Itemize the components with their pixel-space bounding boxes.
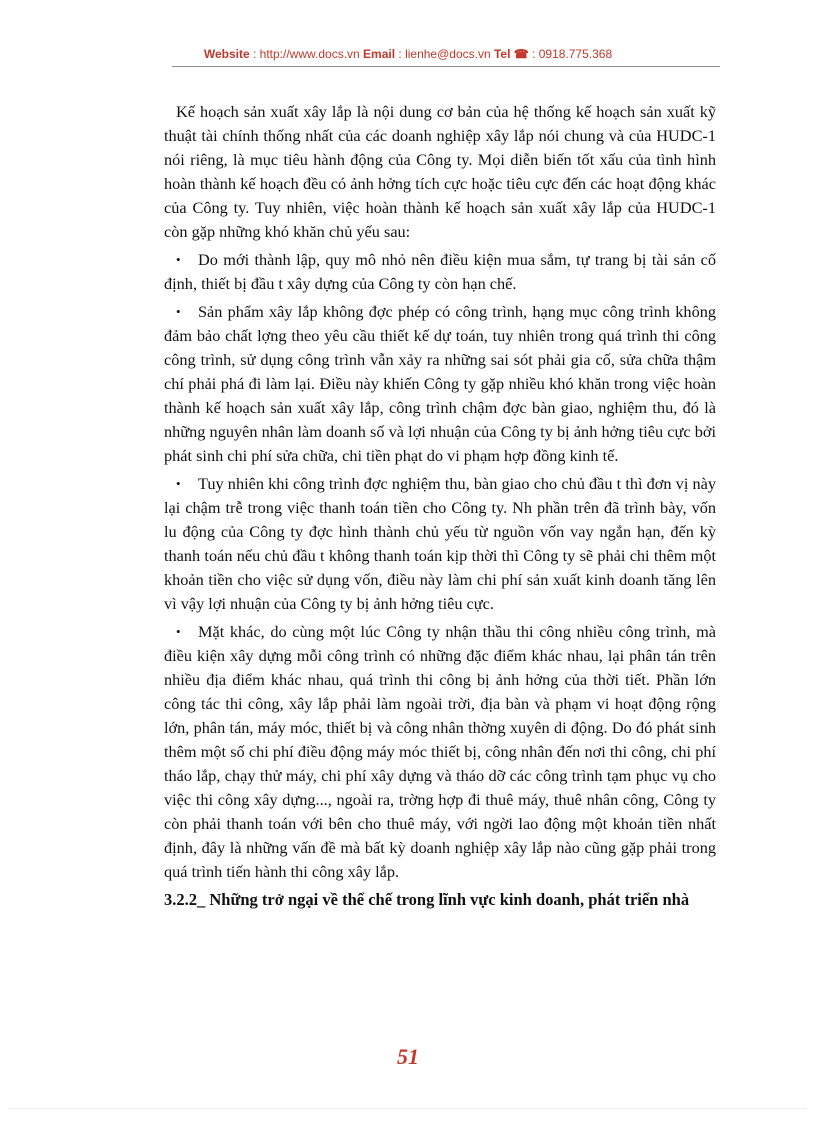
- website-value: : http://www.docs.vn: [249, 47, 364, 61]
- header-divider: [172, 66, 720, 67]
- bullet-icon: •: [176, 476, 181, 491]
- bullet-paragraph-4: [164, 620, 716, 884]
- tel-label: Tel: [493, 47, 511, 61]
- phone-icon: ☎: [513, 47, 529, 61]
- bullet-icon: •: [176, 252, 181, 267]
- bullet-text-4: Mặt khác, do cùng một lúc Công ty nhận thầu thi công nhiều công trình, mà điều kiện xây dựng mỗi công trình có những đặc điểm khác nhau, lại phân tán trên nhiều địa điểm khác nhau, quá trình thi công bị ảnh hởng của thời tiết. Phần lớn công tác thi công, xây lắp phải làm ngoài trời, địa bàn và phạm vi hoạt động rộng lớn, phân tán, máy móc, thiết bị và công nhân thờng xuyên di động. Do đó phát sinh thêm một số chi phí điều động máy móc thiết bị, công nhân đến nơi thi công, chi phí tháo lắp, chạy thử máy, chi phí xây dựng và tháo dỡ các công trình tạm phục vụ cho việc thi công xây dựng..., ngoài ra, trờng hợp đi thuê máy, thuê nhân công, Công ty còn phải thanh toán với bên cho thuê máy, với ngời lao động một khoản tiền nhất định, đây là những vấn đề mà bất kỳ doanh nghiệp xây lắp nào cũng gặp phải trong quá trình tiến hành thi công xây lắp.: [164, 622, 716, 881]
- page-header: [0, 47, 816, 61]
- bottom-border: [10, 1108, 806, 1109]
- bullet-paragraph-3: [164, 472, 716, 616]
- website-label: Website: [203, 47, 250, 61]
- bullet-paragraph-2: [164, 300, 716, 468]
- bullet-text-1: Do mới thành lập, quy mô nhỏ nên điều kiện mua sắm, tự trang bị tài sản cố định, thiết bị đầu t xây dựng của Công ty còn hạn chế.: [164, 250, 716, 293]
- section-heading: 3.2.2_ Những trở ngại về thể chế trong lĩnh vực kinh doanh, phát triển nhà: [164, 890, 690, 909]
- page-number: 51: [397, 1044, 419, 1069]
- bullet-text-2: Sản phẩm xây lắp không đợc phép có công trình, hạng mục công trình không đảm bảo chất lợng theo yêu cầu thiết kế dự toán, tuy nhiên trong quá trình thi công công trình, sử dụng công trình vẫn xảy ra những sai sót phải gia cố, sửa chữa thậm chí phải phá đi làm lại. Điều này khiến Công ty gặp nhiều khó khăn trong việc hoàn thành kế hoạch sản xuất xây lắp, công trình chậm đợc bàn giao, nghiệm thu, đó là những nguyên nhân làm doanh số và lợi nhuận của Công ty bị ảnh hởng tiêu cực bởi phát sinh chi phí sửa chữa, chi tiền phạt do vi phạm hợp đồng kinh tế.: [164, 302, 716, 465]
- tel-value: : 0918.775.368: [532, 47, 613, 61]
- bullet-icon: •: [176, 624, 181, 639]
- bullet-paragraph-1: [164, 248, 716, 296]
- bullet-icon: •: [176, 304, 181, 319]
- bullet-text-3: Tuy nhiên khi công trình đợc nghiệm thu, bàn giao cho chủ đầu t thì đơn vị này lại chậm trễ trong việc thanh toán tiền cho Công ty. Nh phần trên đã trình bày, vốn lu động của Công ty đợc hình thành chủ yếu từ nguồn vốn vay ngắn hạn, đến kỳ thanh toán nếu chủ đầu t không thanh toán kịp thời thì Công ty sẽ phải chi thêm một khoản tiền cho việc sử dụng vốn, điều này làm chi phí sản xuất kinh doanh tăng lên vì vậy lợi nhuận của Công ty bị ảnh hởng tiêu cực.: [164, 474, 716, 613]
- email-value: : lienhe@docs.vn: [395, 47, 494, 61]
- document-body: [164, 100, 716, 912]
- intro-paragraph: Kế hoạch sản xuất xây lắp là nội dung cơ bản của hệ thống kế hoạch sản xuất kỹ thuật tài chính thống nhất của các doanh nghiệp xây lắp nói chung và của HUDC-1 nói riêng, là mục tiêu hành động của Công ty. Mọi diễn biến tốt xấu của tình hình hoàn thành kế hoạch đều có ảnh hởng tích cực hoặc tiêu cực đến các hoạt động khác của Công ty. Tuy nhiên, việc hoàn thành kế hoạch sản xuất xây lắp của HUDC-1 còn gặp những khó khăn chủ yếu sau:: [164, 102, 716, 241]
- email-label: Email: [363, 47, 396, 61]
